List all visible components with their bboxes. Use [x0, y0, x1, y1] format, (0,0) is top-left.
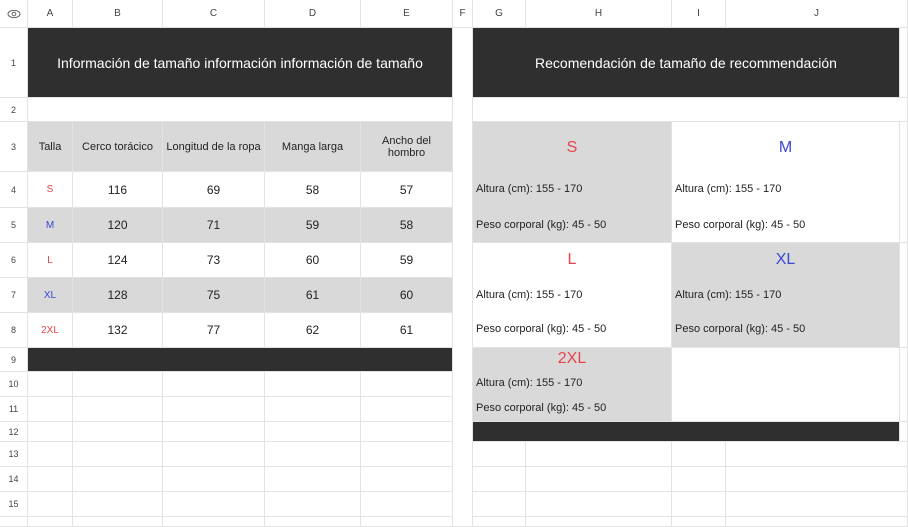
value-cell[interactable]: 57 [361, 172, 453, 208]
grid-cell[interactable] [900, 243, 908, 348]
grid-cell[interactable] [361, 372, 453, 397]
grid-cell[interactable] [73, 422, 163, 442]
recommendation-card-xl[interactable] [672, 243, 900, 348]
value-cell[interactable]: 77 [163, 313, 265, 348]
grid-cell[interactable] [361, 492, 453, 517]
grid-cell[interactable] [73, 492, 163, 517]
grid-cell[interactable] [726, 442, 908, 467]
row-header-15[interactable]: 15 [0, 492, 28, 517]
grid-cell[interactable] [900, 348, 908, 422]
grid-cell[interactable] [28, 492, 73, 517]
grid-cell[interactable] [672, 467, 726, 492]
size-info-title[interactable]: Información de tamaño información información de tamaño [28, 28, 453, 98]
cell-row-2-right[interactable] [473, 98, 908, 122]
row-header-11[interactable]: 11 [0, 397, 28, 422]
grid-cell[interactable] [265, 467, 361, 492]
grid-cell[interactable] [73, 467, 163, 492]
header-cerco-toracico[interactable]: Cerco torácico [73, 122, 163, 172]
grid-cell[interactable] [163, 372, 265, 397]
value-cell[interactable]: 128 [73, 278, 163, 313]
grid-cell[interactable] [900, 28, 908, 98]
value-cell[interactable]: 116 [73, 172, 163, 208]
recommendation-height: Altura (cm): 155 - 170 [476, 377, 583, 389]
grid-cell[interactable] [473, 517, 526, 527]
row-header-3[interactable]: 3 [0, 122, 28, 172]
grid-cell[interactable] [28, 442, 73, 467]
value-cell[interactable]: 59 [265, 208, 361, 243]
grid-cell[interactable] [265, 492, 361, 517]
value-cell[interactable]: 58 [265, 172, 361, 208]
grid-cell[interactable] [726, 467, 908, 492]
recommendation-size: 2XL [557, 350, 587, 367]
row-header-12[interactable]: 12 [0, 422, 28, 442]
row-header-16[interactable] [0, 517, 28, 527]
grid-cell[interactable] [526, 492, 672, 517]
recommendation-size: L [567, 251, 577, 268]
grid-cell[interactable] [73, 442, 163, 467]
value-cell[interactable]: 69 [163, 172, 265, 208]
recommendation-card-m[interactable] [672, 122, 900, 243]
row-header-9[interactable]: 9 [0, 348, 28, 372]
grid-cell[interactable] [526, 467, 672, 492]
recommendation-size: S [566, 139, 578, 156]
grid-cell[interactable] [526, 442, 672, 467]
size-label[interactable]: M [28, 208, 73, 243]
column-header-e[interactable]: E [361, 0, 453, 28]
column-header-i[interactable]: I [672, 0, 726, 28]
column-header-g[interactable]: G [473, 0, 526, 28]
grid-cell[interactable] [672, 517, 726, 527]
grid-cell[interactable] [672, 442, 726, 467]
grid-cell[interactable] [73, 372, 163, 397]
row-header-10[interactable]: 10 [0, 372, 28, 397]
row-header-7[interactable]: 7 [0, 278, 28, 313]
row-header-5[interactable]: 5 [0, 208, 28, 243]
column-header-d[interactable]: D [265, 0, 361, 28]
value-cell[interactable]: 124 [73, 243, 163, 278]
grid-cell[interactable] [28, 372, 73, 397]
grid-cell[interactable] [28, 467, 73, 492]
value-cell[interactable]: 120 [73, 208, 163, 243]
grid-cell[interactable] [672, 492, 726, 517]
column-f-cells[interactable] [453, 28, 473, 527]
grid-cell[interactable] [265, 517, 361, 527]
recommendation-weight: Peso corporal (kg): 45 - 50 [476, 219, 607, 231]
recommendation-footer-bar[interactable] [473, 422, 900, 442]
grid-cell[interactable] [473, 442, 526, 467]
grid-cell[interactable] [163, 422, 265, 442]
row-header-14[interactable]: 14 [0, 467, 28, 492]
size-label[interactable]: XL [28, 278, 73, 313]
grid-cell[interactable] [265, 372, 361, 397]
value-cell[interactable]: 71 [163, 208, 265, 243]
select-all-corner[interactable] [0, 0, 28, 28]
row-header-8[interactable]: 8 [0, 313, 28, 348]
grid-cell[interactable] [73, 397, 163, 422]
recommendation-card-s[interactable] [473, 122, 672, 243]
header-longitud-ropa[interactable]: Longitud de la ropa [163, 122, 265, 172]
size-recommendation-title[interactable]: Recomendación de tamaño de recommendación [473, 28, 900, 98]
recommendation-height: Altura (cm): 155 - 170 [476, 289, 583, 301]
grid-cell[interactable] [265, 397, 361, 422]
grid-cell[interactable] [361, 517, 453, 527]
grid-cell[interactable] [28, 422, 73, 442]
column-header-f[interactable]: F [453, 0, 473, 28]
value-cell[interactable]: 58 [361, 208, 453, 243]
grid-cell[interactable] [361, 397, 453, 422]
grid-cell[interactable] [361, 442, 453, 467]
grid-cell[interactable] [726, 492, 908, 517]
column-header-a[interactable]: A [28, 0, 73, 28]
value-cell[interactable]: 60 [361, 278, 453, 313]
recommendation-height: Altura (cm): 155 - 170 [675, 289, 782, 301]
recommendation-height: Altura (cm): 155 - 170 [476, 183, 583, 195]
size-label[interactable]: L [28, 243, 73, 278]
recommendation-weight: Peso corporal (kg): 45 - 50 [675, 323, 806, 335]
grid-cell[interactable] [361, 422, 453, 442]
row-header-6[interactable]: 6 [0, 243, 28, 278]
recommendation-weight: Peso corporal (kg): 45 - 50 [675, 219, 806, 231]
grid-cell[interactable] [163, 517, 265, 527]
grid-cell[interactable] [526, 517, 672, 527]
header-talla[interactable]: Talla [28, 122, 73, 172]
grid-cell[interactable] [163, 397, 265, 422]
row-header-1[interactable]: 1 [0, 28, 28, 98]
value-cell[interactable]: 61 [265, 278, 361, 313]
grid-cell[interactable] [265, 442, 361, 467]
value-cell[interactable]: 73 [163, 243, 265, 278]
recommendation-card-2xl[interactable] [473, 348, 672, 422]
value-cell[interactable]: 59 [361, 243, 453, 278]
recommendation-weight: Peso corporal (kg): 45 - 50 [476, 402, 607, 414]
recommendation-size: M [778, 139, 793, 156]
eye-icon [7, 9, 21, 19]
grid-cell[interactable] [900, 422, 908, 442]
grid-cell[interactable] [265, 422, 361, 442]
row-header-4[interactable]: 4 [0, 172, 28, 208]
grid-cell[interactable] [163, 492, 265, 517]
recommendation-card-l[interactable] [473, 243, 672, 348]
column-header-b[interactable]: B [73, 0, 163, 28]
value-cell[interactable]: 60 [265, 243, 361, 278]
header-ancho-hombro[interactable]: Ancho del hombro [361, 122, 453, 172]
cell-row-2-left[interactable] [28, 98, 453, 122]
size-label[interactable]: S [28, 172, 73, 208]
row-header-2[interactable]: 2 [0, 98, 28, 122]
grid-cell[interactable] [473, 492, 526, 517]
value-cell[interactable]: 132 [73, 313, 163, 348]
recommendation-height: Altura (cm): 155 - 170 [675, 183, 782, 195]
value-cell[interactable]: 61 [361, 313, 453, 348]
empty-recommendation-cell[interactable] [672, 348, 900, 422]
column-header-h[interactable]: H [526, 0, 672, 28]
grid-cell[interactable] [163, 442, 265, 467]
column-header-c[interactable]: C [163, 0, 265, 28]
table-footer-bar[interactable] [28, 348, 453, 372]
size-label[interactable]: 2XL [28, 313, 73, 348]
column-header-j[interactable]: J [726, 0, 908, 28]
value-cell[interactable]: 75 [163, 278, 265, 313]
grid-cell[interactable] [28, 517, 73, 527]
grid-cell[interactable] [361, 467, 453, 492]
grid-cell[interactable] [473, 467, 526, 492]
row-header-13[interactable]: 13 [0, 442, 28, 467]
recommendation-size: XL [775, 251, 796, 268]
header-manga-larga[interactable]: Manga larga [265, 122, 361, 172]
recommendation-weight: Peso corporal (kg): 45 - 50 [476, 323, 607, 335]
grid-cell[interactable] [900, 122, 908, 243]
grid-cell[interactable] [163, 467, 265, 492]
grid-cell[interactable] [28, 397, 73, 422]
value-cell[interactable]: 62 [265, 313, 361, 348]
grid-cell[interactable] [726, 517, 908, 527]
grid-cell[interactable] [73, 517, 163, 527]
